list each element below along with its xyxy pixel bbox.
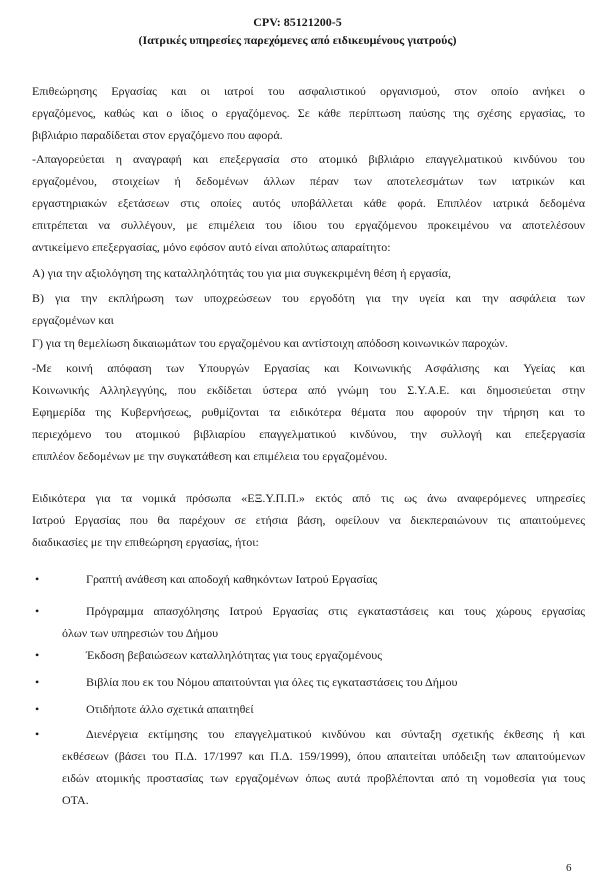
text-line: Οτιδήποτε άλλο σχετικά απαιτηθεί (86, 702, 254, 716)
bullet-continuation (62, 622, 585, 644)
text-line: -Με κοινή απόφαση των Υπουργών Εργασίας και Κοινωνικής Ασφάλισης και Υγείας και (32, 361, 585, 375)
text-line: εργαζόμενος, καθώς και ο ίδιος ο εργαζόμενος. Σε κάθε περίπτωση παύσης της σχέσης εργασίας, το (32, 106, 585, 120)
text-line: Α) για την αξιολόγηση της καταλληλότητάς του για μια συγκεκριμένη θέση ή εργασία, (32, 266, 451, 280)
paragraph-legal-entities (32, 487, 585, 553)
bullet-marker: • (35, 648, 40, 662)
item-b (32, 287, 585, 331)
text-line: εκθέσεων (βάσει του Π.Δ. 17/1997 και Π.Δ. 159/1999), όπου απαιτείται υπόδειξη των απαιτούμενων (62, 749, 585, 763)
text-line: εργαστηριακών εξετάσεων στις οποίες αυτός υποβάλλεται κάθε φορά. Επιπλέον ιατρικά δεδομένα (32, 196, 585, 210)
text-line: Έκδοση βεβαιώσεων καταλληλότητας για τους εργαζομένους (86, 648, 382, 662)
text-line: Γ) για τη θεμελίωση δικαιωμάτων του εργαζομένου και αντίστοιχη απόδοση κοινωνικών παροχών. (32, 336, 508, 350)
text-line: διαδικασίες με την επιθεώρηση εργασίας, ήτοι: (32, 535, 259, 549)
text-line: ΟΤΑ. (62, 793, 89, 807)
bullet-marker: • (35, 727, 40, 741)
bullet-marker: • (35, 702, 40, 716)
paragraph-inspection (32, 80, 585, 146)
text-line: όλων των υπηρεσιών του Δήμου (62, 626, 219, 640)
text-line: επιπλέον δεδομένων με την συγκατάθεση και επιμέλεια του εργαζομένου. (32, 449, 388, 463)
bullet-marker: • (35, 604, 40, 618)
page-number: 6 (566, 862, 572, 874)
text-line: εργαζομένου, στοιχείων ή δεδομένων άλλων πέραν των αποτελεσμάτων των ιατρικών και (32, 174, 585, 188)
text-line: Βιβλία που εκ του Νόμου απαιτούνται για όλες τις εγκαταστάσεις του Δήμου (86, 675, 458, 689)
text-line: Ιατρού Εργασίας που θα παρέχουν σε ετήσια βάση, οφείλουν να διεκπεραιώνουν τις απαιτούμενες (32, 513, 585, 527)
item-c (32, 332, 585, 354)
bullet-item (86, 644, 585, 666)
bullet-continuation (62, 745, 585, 811)
bullet-item (86, 723, 585, 745)
bullet-marker: • (35, 572, 40, 586)
paragraph-joint-decision (32, 357, 585, 467)
text-line: εργαζομένων και (32, 313, 114, 327)
text-line: Κοινωνικής Αλληλεγγύης, που εκδίδεται ύστερα από γνώμη του Σ.Υ.Α.Ε. και δημοσιεύεται στην (32, 383, 585, 397)
text-line: περιεχόμενο του ατομικού βιβλιαρίου επαγγελματικού κινδύνου, την συλλογή και επεξεργασία (32, 427, 585, 441)
text-line: βιβλιάριο παραδίδεται στον εργαζόμενο που αφορά. (32, 128, 283, 142)
bullet-item (86, 568, 585, 590)
text-line: Πρόγραμμα απασχόλησης Ιατρού Εργασίας στις εγκαταστάσεις και τους χώρους εργασίας (86, 604, 585, 618)
text-line: ειδών ατομικής προστασίας των εργαζομένων όπως αυτά προβλέπονται από τη νομοθεσία για τους (62, 771, 585, 785)
text-line: αντικείμενο επεξεργασίας, μόνο εφόσον αυτό είναι απολύτως απαραίτητο: (32, 240, 391, 254)
paragraph-prohibition (32, 148, 585, 258)
text-line: Εφημερίδα της Κυβερνήσεως, ρυθμίζονται τα ειδικότερα θέματα που αφορούν την τήρηση και το (32, 405, 585, 419)
bullet-item (86, 671, 585, 693)
text-line: επιτρέπεται να συλλέγουν, με επιμέλεια του ίδιου του εργαζόμενου προκειμένου να αποτελέσουν (32, 218, 585, 232)
text-line: Διενέργεια εκτίμησης του επαγγελματικού κινδύνου και σύνταξη σχετικής έκθεσης ή και (86, 727, 585, 741)
text-line: Επιθεώρησης Εργασίας και οι ιατροί του ασφαλιστικού οργανισμού, στον οποίο ανήκει ο (32, 84, 585, 98)
bullet-marker: • (35, 675, 40, 689)
item-a (32, 262, 585, 284)
cpv-code-heading: CPV: 85121200-5 (253, 15, 342, 29)
text-line: Γραπτή ανάθεση και αποδοχή καθηκόντων Ιατρού Εργασίας (86, 572, 378, 586)
text-line: Β) για την εκπλήρωση των υποχρεώσεων του εργοδότη για την υγεία και την ασφάλεια των (32, 291, 585, 305)
bullet-item (86, 698, 585, 720)
text-line: -Απαγορεύεται η αναγραφή και επεξεργασία στο ατομικό βιβλιάριο επαγγελματικού κινδύνου του (32, 152, 585, 166)
text-line: Ειδικότερα για τα νομικά πρόσωπα «ΕΞ.Υ.Π.Π.» εκτός από τις ως άνω αναφερόμενες υπηρεσίες (32, 491, 585, 505)
bullet-item (86, 600, 585, 622)
cpv-description-heading: (Ιατρικές υπηρεσίες παρεχόμενες από ειδικευμένους γιατρούς) (138, 33, 457, 47)
